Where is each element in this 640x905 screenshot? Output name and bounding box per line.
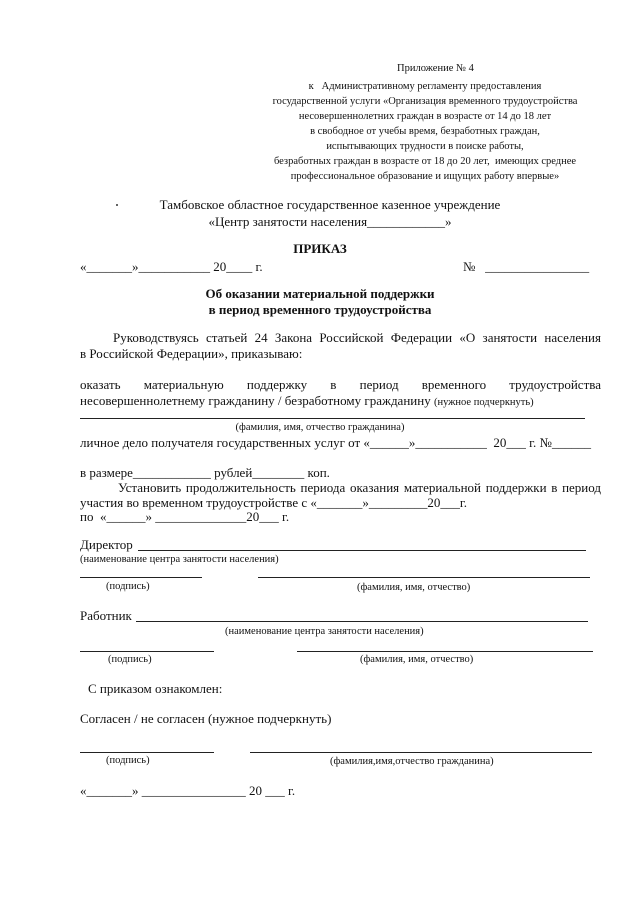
order-date-field: «_______»___________ 20____ г. <box>80 259 263 274</box>
amount-field: в размере____________ рублей________ коп. <box>80 465 330 480</box>
appendix-line-5: испытывающих трудности в поиске работы, <box>326 141 524 152</box>
worker-label: Работник <box>80 608 132 623</box>
citizen-fio-line <box>250 752 592 753</box>
citizen-signature-caption: (подпись) <box>106 755 150 766</box>
final-date-field: «_______» ________________ 20 ___ г. <box>80 783 296 798</box>
worker-caption: (наименование центра занятости населения) <box>225 626 424 637</box>
order-subject-line-2: в период временного трудоустройства <box>208 302 432 317</box>
order-number-field: № ________________ <box>463 259 590 274</box>
worker-signature-caption: (подпись) <box>108 654 152 665</box>
provide-line-2 <box>80 393 534 409</box>
margin-dot <box>116 204 118 206</box>
appendix-title: Приложение № 4 <box>397 63 474 74</box>
director-signature-caption: (подпись) <box>106 581 150 592</box>
provide-recipient-text: несовершеннолетнему гражданину / безработному гражданину <box>80 393 431 408</box>
period-line-1: Установить продолжительность периода оказания материальной поддержки в период <box>118 480 601 495</box>
provide-note: (нужное подчеркнуть) <box>433 397 534 408</box>
appendix-line-6: безработных граждан в возрасте от 18 до 20 лет, имеющих среднее <box>273 156 577 167</box>
period-line-2: участия во временном трудоустройстве с «_______»_________20___г. <box>80 495 467 510</box>
agree-text: Согласен / не согласен (нужное подчеркнуть) <box>80 711 332 726</box>
appendix-line-1: к Административному регламенту предоставления <box>308 81 542 92</box>
citizen-name-line <box>80 418 585 419</box>
director-caption: (наименование центра занятости населения) <box>80 554 279 565</box>
director-name-line <box>138 550 586 551</box>
worker-name-line <box>136 621 588 622</box>
worker-fio-line <box>297 651 593 652</box>
director-label: Директор <box>80 537 133 552</box>
preamble-line-2: в Российской Федерации», приказываю: <box>80 346 303 361</box>
acquainted-text: С приказом ознакомлен: <box>88 681 223 696</box>
citizen-signature-line <box>80 752 214 753</box>
preamble-line-1: Руководствуясь статьей 24 Закона Российской Федерации «О занятости населения <box>113 330 601 345</box>
director-fio-caption: (фамилия, имя, отчество) <box>357 582 471 593</box>
order-title: ПРИКАЗ <box>293 241 347 256</box>
period-line-3: по «______» ______________20___ г. <box>80 509 290 524</box>
appendix-line-3: несовершеннолетних граждан в возрасте от 14 до 18 лет <box>298 111 552 122</box>
director-fio-line <box>258 577 590 578</box>
director-signature-line <box>80 577 202 578</box>
order-subject-line-1: Об оказании материальной поддержки <box>205 286 435 301</box>
worker-fio-caption: (фамилия, имя, отчество) <box>360 654 474 665</box>
provide-line-1: оказать материальную поддержку в период временного трудоустройства <box>80 377 601 392</box>
citizen-name-caption: (фамилия, имя, отчество гражданина) <box>235 422 405 433</box>
personal-file-field: личное дело получателя государственных услуг от «______»___________ 20___ г. №______ <box>80 435 591 450</box>
institution-line-2: «Центр занятости населения____________» <box>208 214 452 229</box>
appendix-line-4: в свободное от учебы время, безработных граждан, <box>310 126 540 137</box>
appendix-line-7: профессиональное образование и ищущих работу впервые» <box>290 171 560 182</box>
institution-line-1: Тамбовское областное государственное казенное учреждение <box>159 197 501 212</box>
worker-signature-line <box>80 651 214 652</box>
appendix-line-2: государственной услуги «Организация временного трудоустройства <box>272 96 578 107</box>
citizen-fio-caption: (фамилия,имя,отчество гражданина) <box>330 756 494 767</box>
